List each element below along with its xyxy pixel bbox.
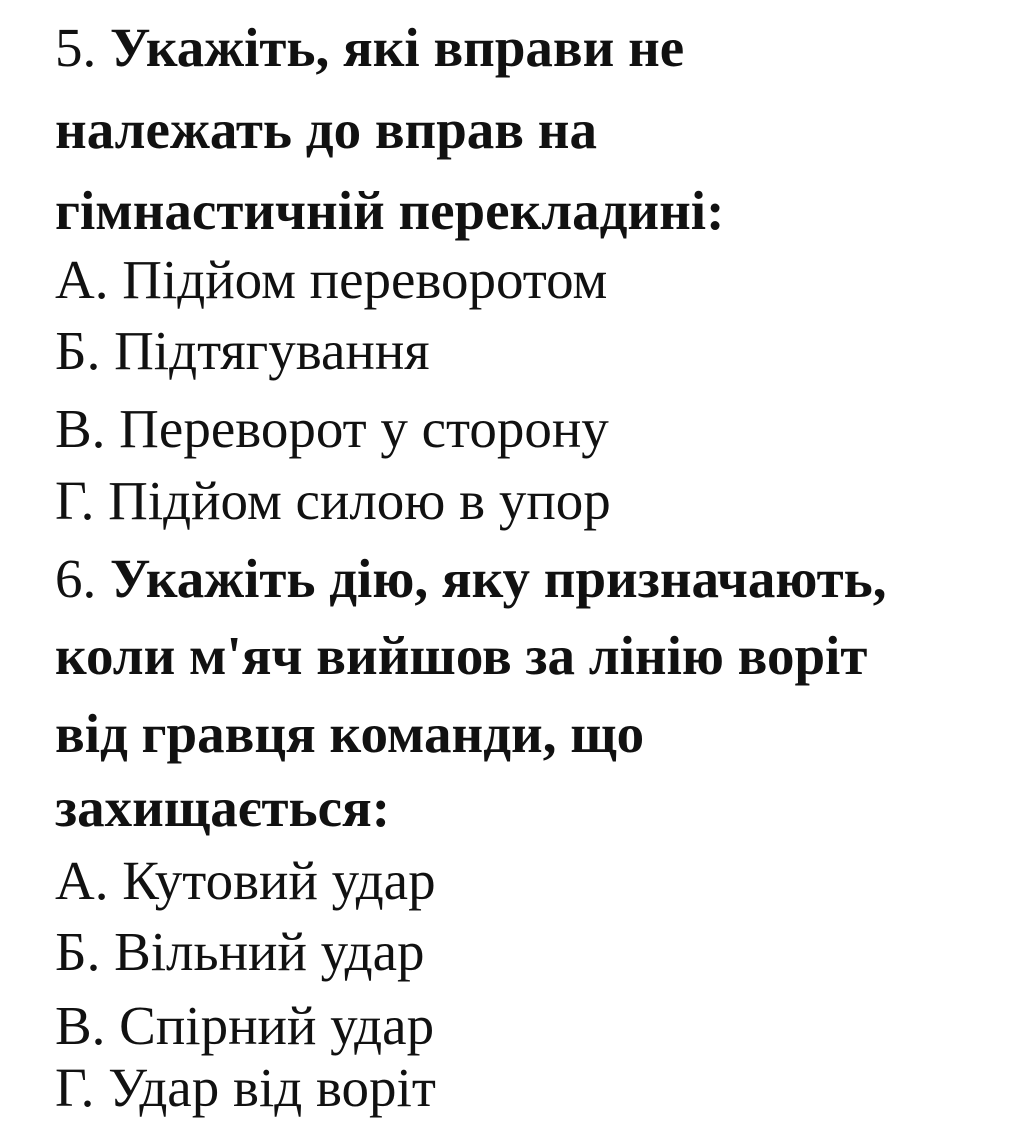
question-6-option-c: В. Спірний удар bbox=[55, 995, 435, 1056]
question-6-option-b: Б. Вільний удар bbox=[55, 921, 425, 982]
question-5-option-c: В. Переворот у сторону bbox=[55, 398, 609, 459]
question-5-prompt-part-2: належать до вправ на bbox=[55, 99, 597, 160]
question-5-option-b: Б. Підтягування bbox=[55, 320, 430, 381]
question-6-prompt-part-2: коли м'яч вийшов за лінію воріт bbox=[55, 625, 868, 686]
question-6-line-1 bbox=[55, 545, 887, 613]
question-5-option-a: А. Підйом переворотом bbox=[55, 249, 608, 310]
question-5-prompt-part-3: гімнастичній перекладині: bbox=[55, 180, 725, 241]
question-5-line-1 bbox=[55, 14, 684, 82]
question-5-number: 5. bbox=[55, 17, 97, 78]
question-6-option-a: А. Кутовий удар bbox=[55, 850, 436, 911]
question-5-option-d: Г. Підйом силою в упор bbox=[55, 470, 611, 531]
question-6-number: 6. bbox=[55, 548, 97, 609]
question-6-prompt-part-4: захищається: bbox=[55, 777, 391, 838]
question-6-option-d: Г. Удар від воріт bbox=[55, 1057, 436, 1118]
question-6-prompt-part-3: від гравця команди, що bbox=[55, 703, 645, 764]
question-5-prompt-part-1: Укажіть, які вправи не bbox=[110, 17, 685, 78]
question-6-prompt-part-1: Укажіть дію, яку призначають, bbox=[110, 548, 887, 609]
